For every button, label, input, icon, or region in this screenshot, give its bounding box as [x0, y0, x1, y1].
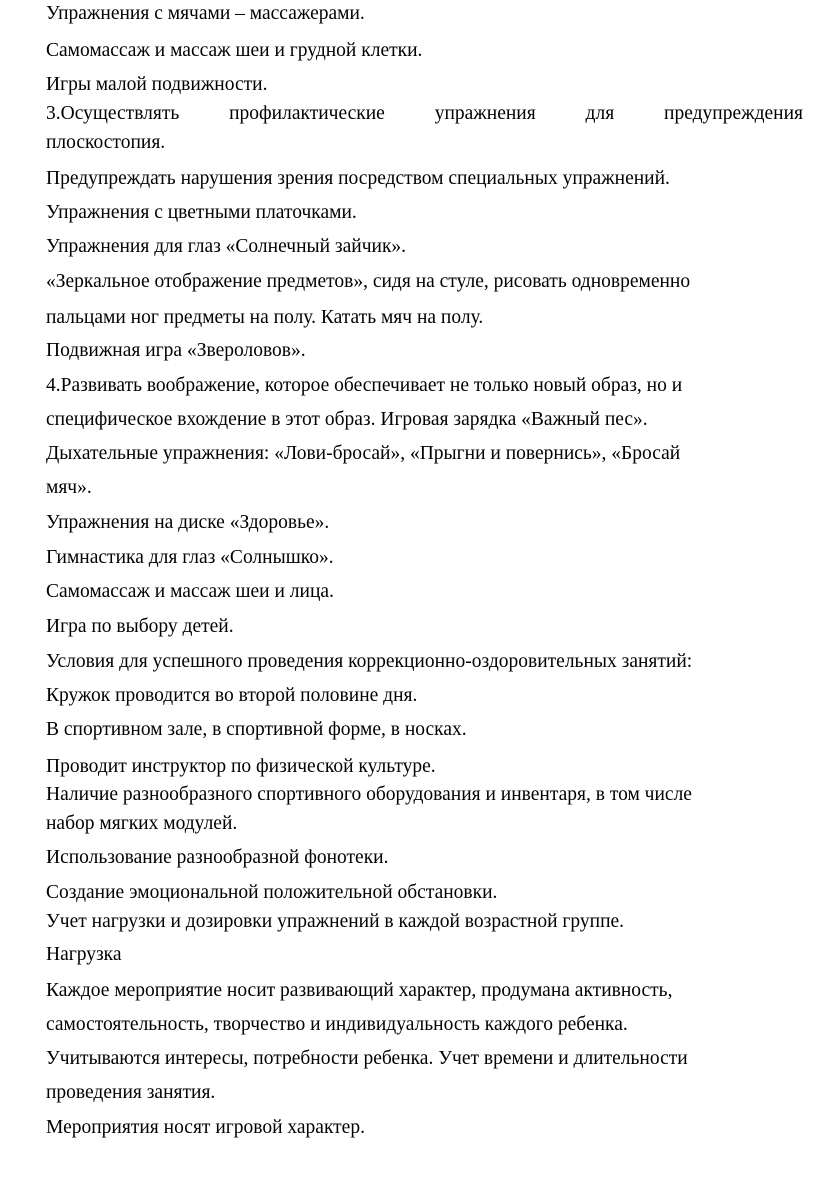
text-line: Предупреждать нарушения зрения посредством специальных упражнений.	[46, 168, 670, 189]
text-line: мяч».	[46, 477, 92, 498]
text-line: Упражнения с цветными платочками.	[46, 202, 357, 223]
text-line: Условия для успешного проведения коррекционно-оздоровительных занятий:	[46, 651, 693, 672]
text-line: Создание эмоциональной положительной обстановки.	[46, 882, 498, 903]
text-line: 4.Развивать воображение, которое обеспечивает не только новый образ, но и	[46, 375, 683, 396]
text-line: самостоятельность, творчество и индивидуальность каждого ребенка.	[46, 1014, 628, 1035]
text-line: Мероприятия носят игровой характер.	[46, 1117, 365, 1138]
text-line: 3.Осуществлять профилактические упражнения для предупреждения	[46, 103, 803, 124]
text-line: Самомассаж и массаж шеи и лица.	[46, 581, 334, 602]
text-line: Подвижная игра «Звероловов».	[46, 340, 306, 361]
text-line: пальцами ног предметы на полу. Катать мяч на полу.	[46, 307, 484, 328]
text-line: Самомассаж и массаж шеи и грудной клетки.	[46, 40, 423, 61]
text-line: набор мягких модулей.	[46, 813, 238, 834]
text-line: Учитываются интересы, потребности ребенка. Учет времени и длительности	[46, 1048, 688, 1069]
text-line: проведения занятия.	[46, 1082, 216, 1103]
text-line: В спортивном зале, в спортивной форме, в носках.	[46, 719, 467, 740]
text-line: «Зеркальное отображение предметов», сидя на стуле, рисовать одновременно	[46, 271, 691, 292]
text-line: Упражнения для глаз «Солнечный зайчик».	[46, 236, 407, 257]
text-line: плоскостопия.	[46, 132, 166, 153]
text-line: Кружок проводится во второй половине дня.	[46, 685, 418, 706]
text-line: Учет нагрузки и дозировки упражнений в каждой возрастной группе.	[46, 911, 625, 932]
text-line: Гимнастика для глаз «Солнышко».	[46, 547, 334, 568]
text-line: Упражнения с мячами – массажерами.	[46, 3, 365, 24]
text-line: Каждое мероприятие носит развивающий характер, продумана активность,	[46, 980, 673, 1001]
text-line: Игры малой подвижности.	[46, 74, 268, 95]
text-line: Проводит инструктор по физической культуре.	[46, 756, 436, 777]
text-line: Нагрузка	[46, 944, 122, 965]
text-line: специфическое вхождение в этот образ. Игровая зарядка «Важный пес».	[46, 409, 648, 430]
text-line: Дыхательные упражнения: «Лови-бросай», «Прыгни и повернись», «Бросай	[46, 443, 681, 464]
text-line: Использование разнообразной фонотеки.	[46, 847, 389, 868]
text-line: Упражнения на диске «Здоровье».	[46, 512, 330, 533]
text-line: Игра по выбору детей.	[46, 616, 234, 637]
text-line: Наличие разнообразного спортивного оборудования и инвентаря, в том числе	[46, 784, 692, 805]
